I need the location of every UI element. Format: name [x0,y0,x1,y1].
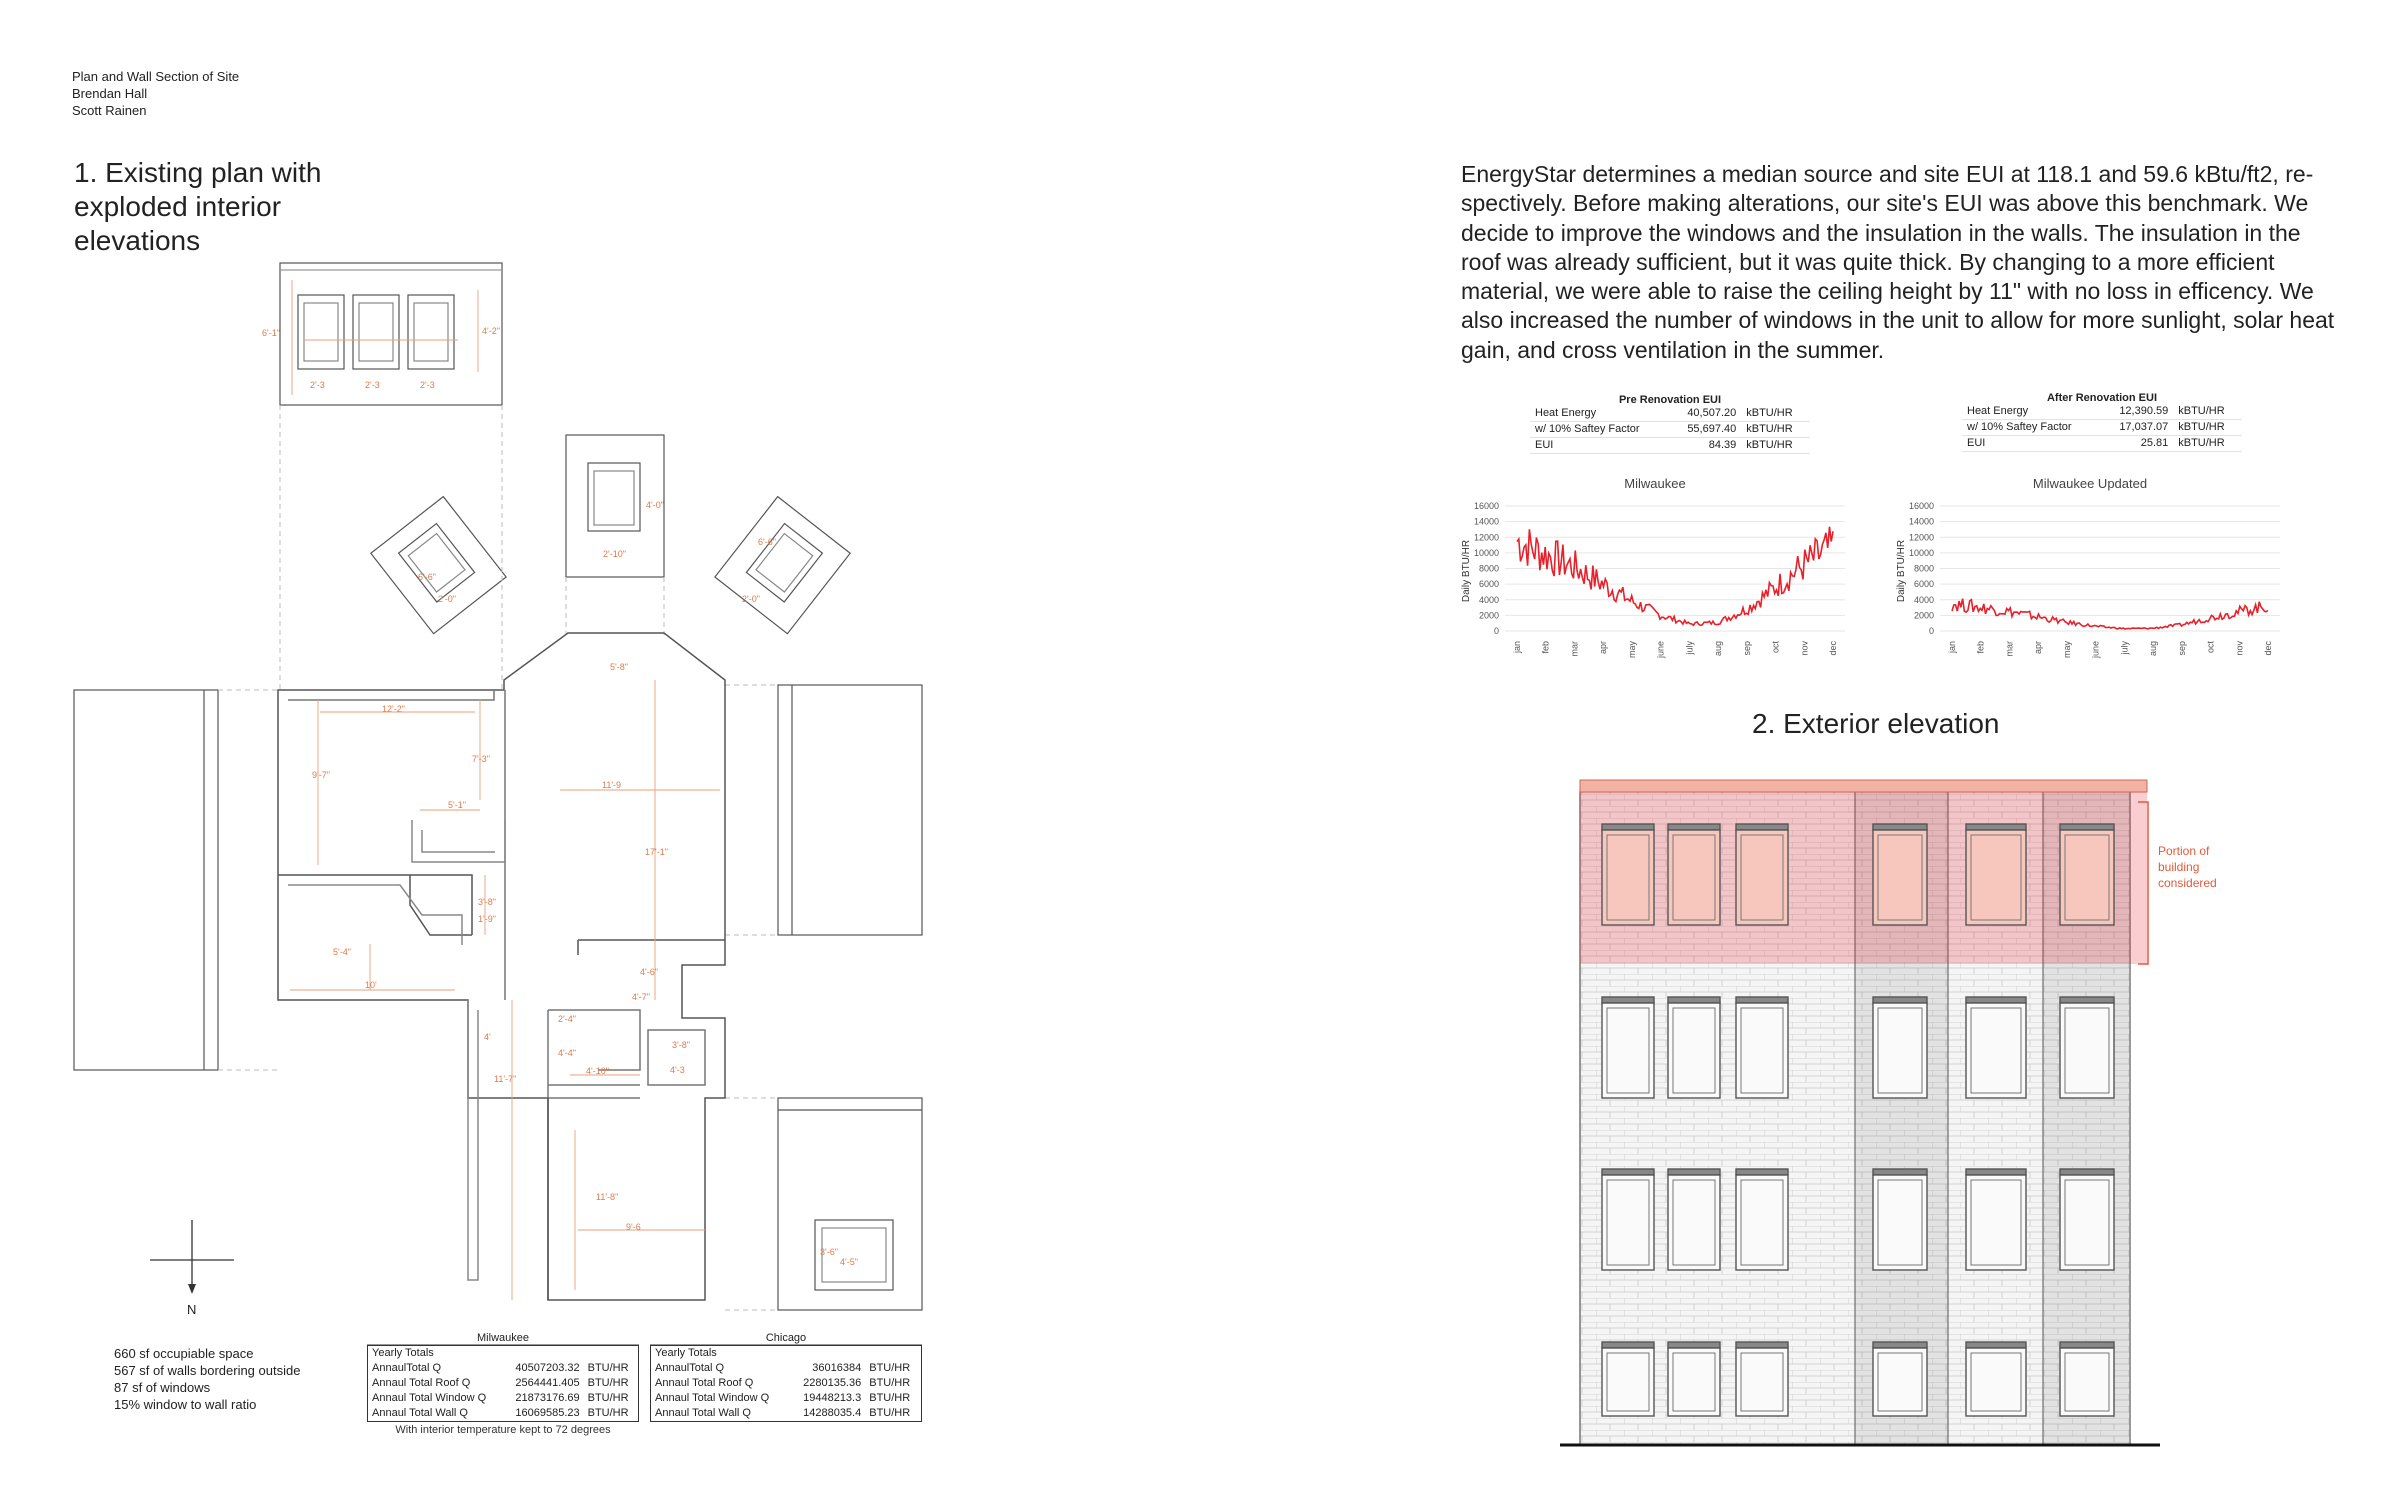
row-label: EUI [1962,436,2101,452]
elevation-panel-east-lower [778,1098,922,1310]
facade-window [1873,1169,1927,1270]
svg-text:2'-3: 2'-3 [310,380,325,390]
x-tick-label: july [2119,641,2130,655]
row-label: Heat Energy [1530,406,1669,422]
series-line [1517,527,1833,626]
x-tick-label: june [2090,641,2101,659]
y-tick-label: 10000 [1908,547,1934,558]
svg-text:4'-10": 4'-10" [586,1066,609,1076]
header-title: Plan and Wall Section of Site [72,69,240,84]
facade-window [2060,997,2114,1098]
facade-window [1736,1342,1788,1416]
facade-window [1966,997,2026,1098]
y-tick-label: 6000 [1478,579,1499,590]
chart-title: Milwaukee [1624,476,1686,491]
x-tick-label: may [2061,641,2072,659]
eui-table-after [1962,392,2242,452]
row-value: 40,507.20 [1669,406,1741,422]
yearly-table-chicago [650,1332,922,1422]
portion-annotation [2158,843,2217,891]
row-unit: kBTU/HR [2173,436,2242,452]
svg-text:5'-4": 5'-4" [333,947,351,957]
row-value: 16069585.23 [515,1407,580,1419]
description-paragraph: EnergyStar determines a median source and site EUI at 118.1 and 59.6 kBtu/ft2, re-spectively. Before making alterations, our site's EUI was above this benchmark. We decide to improve the windows and the insulation in the walls. The insulation in the roof was already sufficient, but it was quite thick. By changing to a more efficient material, we were able to raise the ceiling height by 11" with no loss in efficency. We also increased the number of windows in the unit to allow for more sunlight, solar heat gain, and cross ventilation in the summer. [1461,161,2335,363]
facade-window [1873,1342,1927,1416]
facade-window [1966,1169,2026,1270]
facade-window [2060,1342,2114,1416]
row-value: 19448213.3 [803,1392,862,1404]
yearly-table-title: Milwaukee [367,1332,639,1345]
row-unit: kBTU/HR [1741,422,1810,438]
row-unit: BTU/HR [587,1377,629,1389]
svg-text:2'-10": 2'-10" [603,549,626,559]
eui-table-title: Pre Renovation EUI [1618,394,1722,406]
svg-text:2'-3: 2'-3 [365,380,380,390]
facade-window [1668,1342,1720,1416]
svg-text:10': 10' [365,980,377,990]
svg-text:4'-4": 4'-4" [558,1048,576,1058]
row-label: EUI [1530,438,1669,454]
x-tick-label: apr [2033,641,2044,655]
svg-text:6'-1": 6'-1" [262,328,280,338]
x-tick-label: jan [1512,641,1522,654]
row-label: Annaul Total Window Q [655,1392,770,1404]
y-tick-label: 16000 [1473,501,1499,511]
svg-text:6'-6": 6'-6" [758,537,776,547]
series-line [1952,599,2268,629]
row-label: Annaul Total Roof Q [372,1377,471,1389]
svg-text:6'-6": 6'-6" [418,572,436,582]
row-unit: kBTU/HR [2173,420,2242,436]
y-tick-label: 12000 [1473,532,1499,543]
y-axis-label: Daily BTU/HR [1896,539,1907,603]
row-value: 55,697.40 [1669,422,1741,438]
x-tick-label: feb [1540,641,1551,654]
svg-text:9'-7": 9'-7" [312,770,330,780]
x-tick-label: dec [1828,641,1838,656]
author-1: Brendan Hall [72,86,148,101]
row-value: 84.39 [1669,438,1741,454]
svg-text:4'-3: 4'-3 [670,1065,685,1075]
x-tick-label: jan [1947,641,1957,654]
facade-window [1966,1342,2026,1416]
y-tick-label: 2000 [1478,610,1499,621]
svg-text:2'-0": 2'-0" [742,594,760,604]
x-tick-label: sep [2176,641,2187,656]
row-label: AnnaulTotal Q [372,1362,442,1374]
elevation-panel-west [74,690,218,1070]
row-label: AnnaulTotal Q [655,1362,725,1374]
x-tick-label: apr [1598,641,1609,655]
x-tick-label: july [1684,641,1695,655]
yearly-table-milwaukee [367,1332,639,1436]
floor-plan-drawing [0,0,960,1500]
x-tick-label: may [1626,641,1637,659]
row-value: 17,037.07 [2101,420,2173,436]
exterior-elevation-drawing [1540,770,2220,1450]
y-tick-label: 6000 [1913,579,1934,590]
row-label: Heat Energy [1962,404,2101,420]
row-label: w/ 10% Saftey Factor [1530,422,1669,438]
svg-text:2'-3: 2'-3 [420,380,435,390]
facade-window [1736,824,1788,925]
eui-table-title: After Renovation EUI [2046,392,2157,404]
row-unit: BTU/HR [869,1377,911,1389]
x-tick-label: feb [1975,641,1986,654]
row-value: 25.81 [2101,436,2173,452]
row-value: 36016384 [812,1362,862,1374]
svg-text:1'-9": 1'-9" [478,914,496,924]
space-stats [114,1345,300,1413]
facade-window [1602,997,1654,1098]
row-value: 14288035.4 [803,1407,862,1419]
north-arrow-icon [150,1220,240,1300]
svg-text:17'-1": 17'-1" [645,847,668,857]
x-tick-label: dec [2263,641,2273,656]
svg-text:5'-8": 5'-8" [610,662,628,672]
facade-window [1668,997,1720,1098]
row-unit: BTU/HR [587,1407,629,1419]
x-tick-label: mar [1569,641,1580,657]
svg-text:4'-7": 4'-7" [632,992,650,1002]
x-tick-label: june [1655,641,1666,659]
svg-text:4'-2": 4'-2" [482,326,500,336]
facade-window [1736,997,1788,1098]
north-label: N [187,1302,197,1317]
annotation-line: Portion of [2158,844,2210,858]
svg-text:3'-8": 3'-8" [672,1040,690,1050]
y-tick-label: 4000 [1478,594,1499,605]
elevation-panel-angled-right [715,497,850,634]
row-unit: BTU/HR [869,1407,911,1419]
x-tick-label: mar [2004,641,2015,657]
svg-text:2'-0": 2'-0" [438,594,456,604]
elevation-panel-angled-left [371,497,506,634]
svg-text:7'-3": 7'-3" [472,754,490,764]
svg-text:9'-6: 9'-6 [626,1222,641,1232]
svg-text:11'-8": 11'-8" [596,1192,619,1202]
facade-window [2060,1169,2114,1270]
table-caption: With interior temperature kept to 72 degrees [395,1424,611,1436]
y-tick-label: 12000 [1908,532,1934,543]
cornice [1580,780,2147,792]
row-unit: kBTU/HR [1741,438,1810,454]
facade-window [1668,1169,1720,1270]
row-label: Annaul Total Wall Q [655,1407,751,1419]
row-value: 21873176.69 [515,1392,580,1404]
row-label: Annaul Total Wall Q [372,1407,468,1419]
stat-line: 567 sf of walls bordering outside [114,1363,301,1378]
facade-window [1966,824,2026,925]
svg-text:4'-6": 4'-6" [640,967,658,977]
svg-text:4': 4' [484,1032,491,1042]
section2-title: 2. Exterior elevation [1752,708,2000,739]
chart-milwaukee-updated [1890,476,2290,676]
eui-table-pre [1530,394,1810,454]
annotation-line: considered [2158,876,2217,890]
chart-title: Milwaukee Updated [2032,476,2148,491]
facade-window [2060,824,2114,925]
y-tick-label: 10000 [1473,547,1499,558]
chart-milwaukee-svg [1455,476,1855,676]
row-label: Annaul Total Roof Q [655,1377,754,1389]
svg-text:12'-2": 12'-2" [382,704,405,714]
row-value: 40507203.32 [515,1362,580,1374]
chart-milwaukee-updated-svg [1890,476,2290,676]
chart-milwaukee [1455,476,1855,676]
svg-text:3'-8": 3'-8" [478,897,496,907]
facade-window [1736,1169,1788,1270]
y-axis-label: Daily BTU/HR [1461,539,1472,603]
svg-text:2'-4": 2'-4" [558,1014,576,1024]
facade-window [1668,824,1720,925]
x-tick-label: nov [1799,641,1810,656]
row-unit: kBTU/HR [1741,406,1810,422]
svg-text:4'-0": 4'-0" [646,500,664,510]
author-2: Scott Rainen [72,103,147,118]
row-value: 2280135.36 [803,1377,862,1389]
stat-line: 15% window to wall ratio [114,1397,257,1412]
row-unit: BTU/HR [587,1392,629,1404]
x-tick-label: nov [2234,641,2245,656]
yearly-table-header: Yearly Totals [655,1347,717,1359]
x-tick-label: oct [2205,641,2216,654]
stat-line: 660 sf occupiable space [114,1346,254,1361]
y-tick-label: 2000 [1913,610,1934,621]
y-tick-label: 8000 [1478,563,1499,574]
row-value: 12,390.59 [2101,404,2173,420]
svg-text:11'-7": 11'-7" [494,1074,517,1084]
svg-text:11'-9: 11'-9 [602,780,622,790]
x-tick-label: aug [1713,641,1724,657]
row-label: Annaul Total Window Q [372,1392,487,1404]
row-unit: BTU/HR [869,1392,911,1404]
svg-text:4'-5": 4'-5" [840,1257,858,1267]
svg-text:3'-6": 3'-6" [820,1247,838,1257]
facade-window [1602,824,1654,925]
y-tick-label: 8000 [1913,563,1934,574]
y-tick-label: 4000 [1913,594,1934,605]
y-tick-label: 0 [1928,626,1934,636]
facade-window [1873,997,1927,1098]
row-label: w/ 10% Saftey Factor [1962,420,2101,436]
y-tick-label: 14000 [1473,516,1499,527]
yearly-table-title: Chicago [650,1332,922,1345]
facade-window [1873,824,1927,925]
annotation-line: building [2158,860,2200,874]
north-arrow [150,1220,240,1320]
y-tick-label: 16000 [1908,501,1934,511]
x-tick-label: aug [2148,641,2159,657]
stat-line: 87 sf of windows [114,1380,211,1395]
x-tick-label: oct [1770,641,1781,654]
facade-window [1602,1169,1654,1270]
elevation-panel-east-upper [778,685,922,935]
section1-title: 1. Existing plan with exploded interior elevations [74,157,322,256]
y-tick-label: 14000 [1908,516,1934,527]
facade-window [1602,1342,1654,1416]
yearly-table-header: Yearly Totals [372,1347,434,1359]
y-tick-label: 0 [1493,626,1499,636]
svg-text:5'-1": 5'-1" [448,800,466,810]
row-unit: BTU/HR [587,1362,629,1374]
row-unit: BTU/HR [869,1362,911,1374]
row-value: 2564441.405 [515,1377,580,1389]
row-unit: kBTU/HR [2173,404,2242,420]
x-tick-label: sep [1741,641,1752,656]
